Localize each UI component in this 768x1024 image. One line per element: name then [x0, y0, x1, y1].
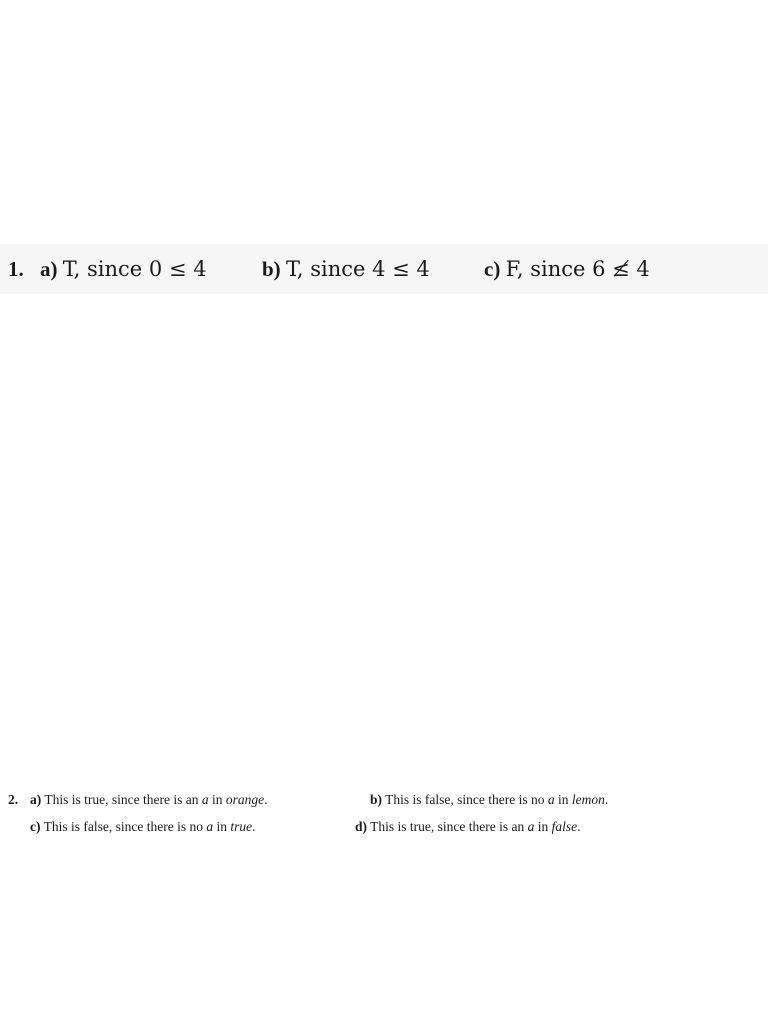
part-text-post: .: [252, 819, 256, 834]
problem-1-number: [8, 254, 24, 284]
problem-1-part-b: [262, 254, 430, 284]
part-label: b): [370, 792, 383, 807]
part-variable: a: [206, 819, 214, 834]
problem-1-part-c: [484, 254, 650, 284]
problem-1-part-a: [40, 254, 207, 284]
part-text-mid: in: [554, 792, 572, 807]
part-label: d): [355, 819, 368, 834]
part-label: c): [30, 819, 41, 834]
problem-2-part-d: [355, 818, 581, 836]
part-text-pre: This is true, since there is an: [44, 792, 202, 807]
part-text-pre: This is false, since there is no: [385, 792, 548, 807]
part-text-mid: in: [213, 819, 231, 834]
part-word: orange: [225, 792, 265, 807]
part-text-post: .: [577, 819, 581, 834]
part-variable: a: [201, 792, 209, 807]
part-label: c): [484, 257, 501, 281]
part-label: a): [30, 792, 42, 807]
problem-2-part-c: [30, 818, 256, 836]
problem-number: 1.: [8, 257, 24, 281]
part-text-post: .: [604, 792, 609, 807]
problem-2-part-b: [370, 791, 608, 809]
part-label: a): [40, 257, 58, 281]
part-text-pre: This is true, since there is an: [370, 819, 528, 834]
part-answer: T, since 4 ≤ 4: [285, 257, 430, 281]
part-word: lemon: [571, 792, 605, 807]
part-text-pre: This is false, since there is no: [43, 819, 207, 834]
part-variable: a: [527, 819, 535, 834]
part-label: b): [262, 257, 281, 281]
part-variable: a: [547, 792, 555, 807]
part-word: true: [230, 819, 253, 834]
problem-2-number: 2.: [8, 792, 19, 807]
part-word: false: [551, 819, 578, 834]
part-text-mid: in: [534, 819, 552, 834]
part-text-post: .: [264, 792, 268, 807]
part-text-mid: in: [208, 792, 226, 807]
part-answer: T, since 0 ≤ 4: [62, 257, 207, 281]
problem-2-part-a: [30, 791, 268, 809]
part-answer: F, since 6 ≰ 4: [505, 257, 650, 281]
